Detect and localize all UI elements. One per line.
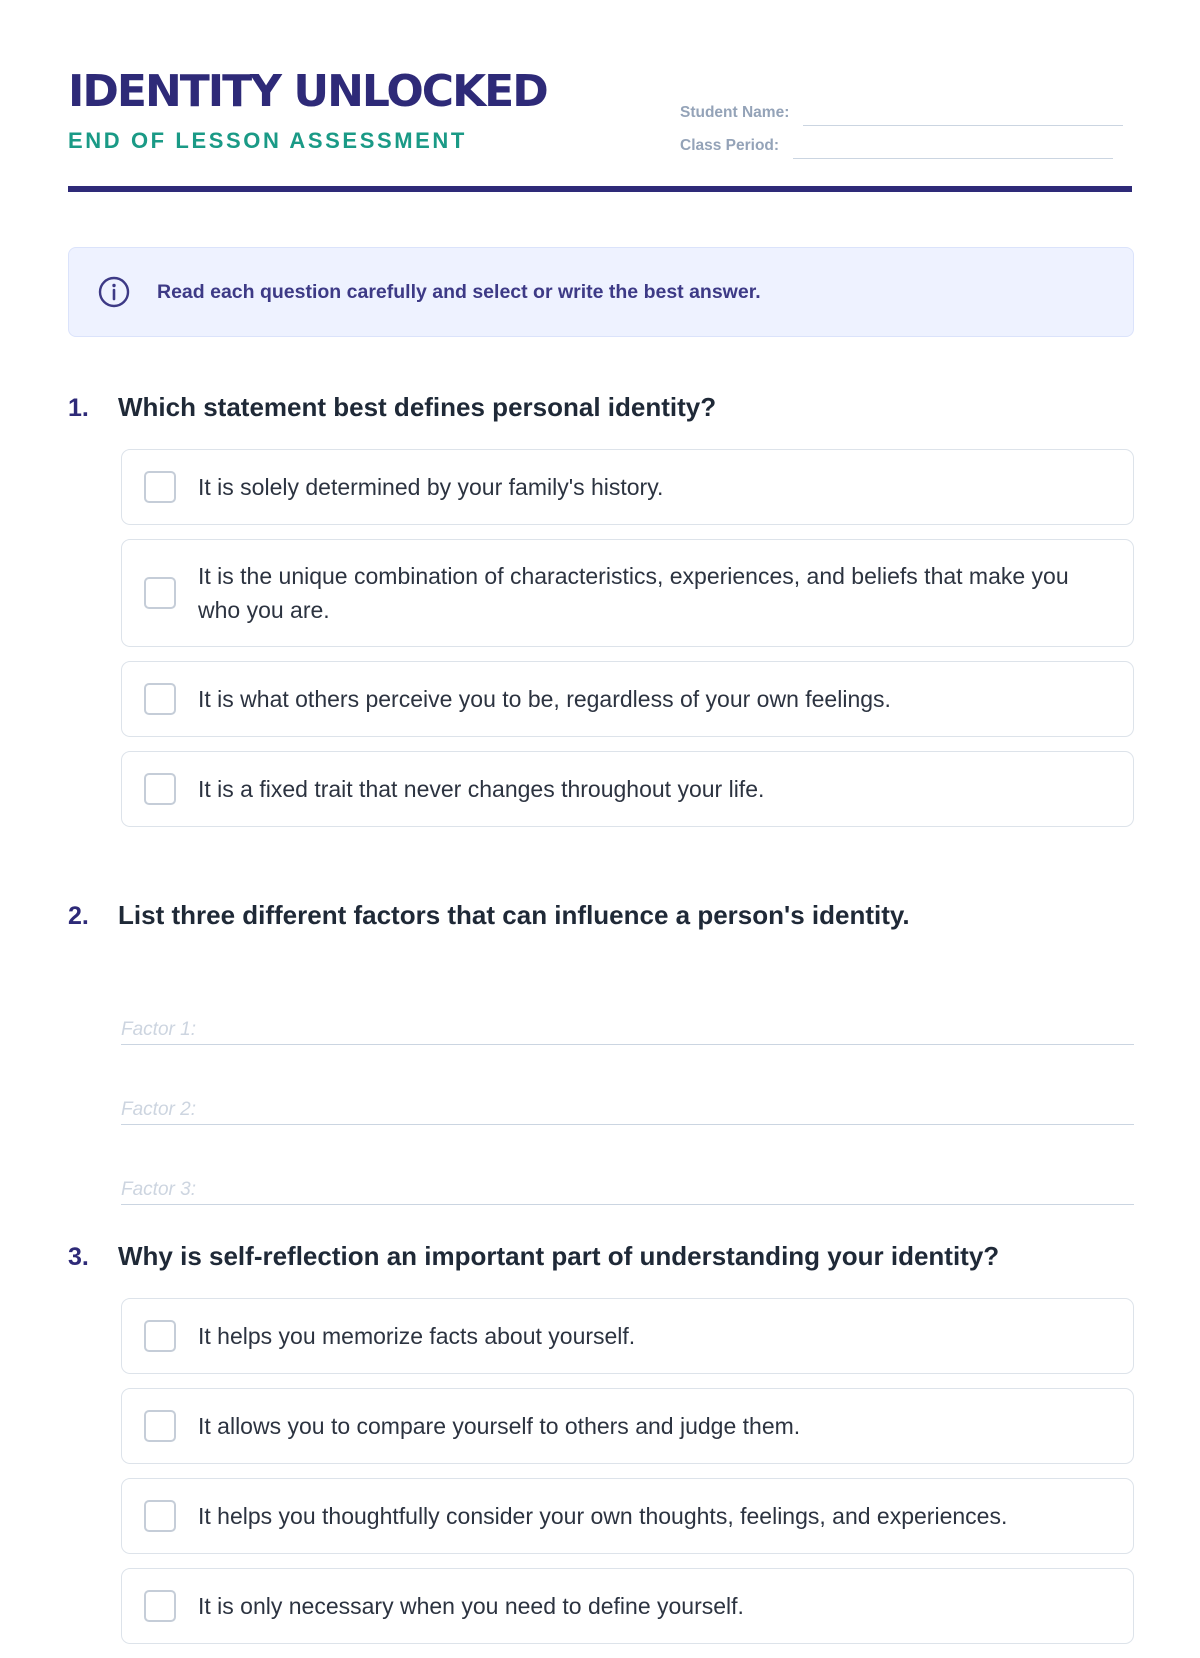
answer-option[interactable] <box>121 1568 1134 1644</box>
class-period-label: Class Period: <box>680 137 780 154</box>
answer-option[interactable] <box>121 539 1134 647</box>
question-number: 2. <box>68 902 89 930</box>
checkbox[interactable] <box>144 1500 176 1532</box>
answer-option[interactable] <box>121 1298 1134 1374</box>
option-text: It is what others perceive you to be, regardless of your own feelings. <box>198 686 891 712</box>
checkbox[interactable] <box>144 577 176 609</box>
option-text: It is solely determined by your family's history. <box>198 474 664 500</box>
class-period-row <box>680 137 1113 155</box>
factor-input-3[interactable] <box>121 1125 1134 1205</box>
factor-placeholder: Factor 2: <box>121 1099 196 1120</box>
option-text: It allows you to compare yourself to others and judge them. <box>198 1413 801 1439</box>
question-header <box>68 1241 1134 1272</box>
answer-options <box>121 449 1134 827</box>
factor-input-2[interactable] <box>121 1045 1134 1125</box>
answer-option[interactable] <box>121 449 1134 525</box>
instructions-text: Read each question carefully and select or write the best answer. <box>157 280 761 303</box>
question-1 <box>68 392 1134 841</box>
question-text: List three different factors that can influence a person's identity. <box>118 900 910 930</box>
factor-input-1[interactable] <box>121 965 1134 1045</box>
header-divider <box>68 186 1132 192</box>
question-3 <box>68 1241 1134 1658</box>
checkbox[interactable] <box>144 1590 176 1622</box>
page-subtitle: END OF LESSON ASSESSMENT <box>68 128 467 153</box>
question-2 <box>68 900 1134 1205</box>
question-number: 3. <box>68 1243 89 1271</box>
checkbox[interactable] <box>144 1410 176 1442</box>
class-period-field[interactable] <box>793 158 1113 159</box>
checkbox[interactable] <box>144 1320 176 1352</box>
factor-placeholder: Factor 3: <box>121 1179 196 1200</box>
info-icon <box>97 275 131 309</box>
answer-option[interactable] <box>121 1388 1134 1464</box>
option-text: It helps you thoughtfully consider your own thoughts, feelings, and experiences. <box>198 1503 1008 1529</box>
checkbox[interactable] <box>144 683 176 715</box>
question-header <box>68 392 1134 423</box>
student-name-label: Student Name: <box>680 104 790 121</box>
student-name-row <box>680 104 1123 122</box>
question-text: Which statement best defines personal identity? <box>118 392 717 422</box>
question-header <box>68 900 1134 931</box>
answer-option[interactable] <box>121 661 1134 737</box>
header <box>68 0 1132 195</box>
factor-underline <box>121 1204 1134 1206</box>
question-text: Why is self-reflection an important part of understanding your identity? <box>118 1241 1000 1271</box>
factor-placeholder: Factor 1: <box>121 1019 196 1040</box>
checkbox[interactable] <box>144 471 176 503</box>
answer-options <box>121 1298 1134 1644</box>
answer-option[interactable] <box>121 751 1134 827</box>
factor-fields <box>121 965 1134 1205</box>
question-number: 1. <box>68 394 89 422</box>
student-name-field[interactable] <box>803 125 1123 126</box>
checkbox[interactable] <box>144 773 176 805</box>
page-title: IDENTITY UNLOCKED <box>68 66 547 117</box>
answer-option[interactable] <box>121 1478 1134 1554</box>
option-text: It is the unique combination of characteristics, experiences, and beliefs that make you who you are. <box>198 563 1069 623</box>
option-text: It is only necessary when you need to define yourself. <box>198 1593 744 1619</box>
instructions-box <box>68 247 1134 337</box>
option-text: It is a fixed trait that never changes throughout your life. <box>198 776 765 802</box>
option-text: It helps you memorize facts about yourself. <box>198 1323 636 1349</box>
